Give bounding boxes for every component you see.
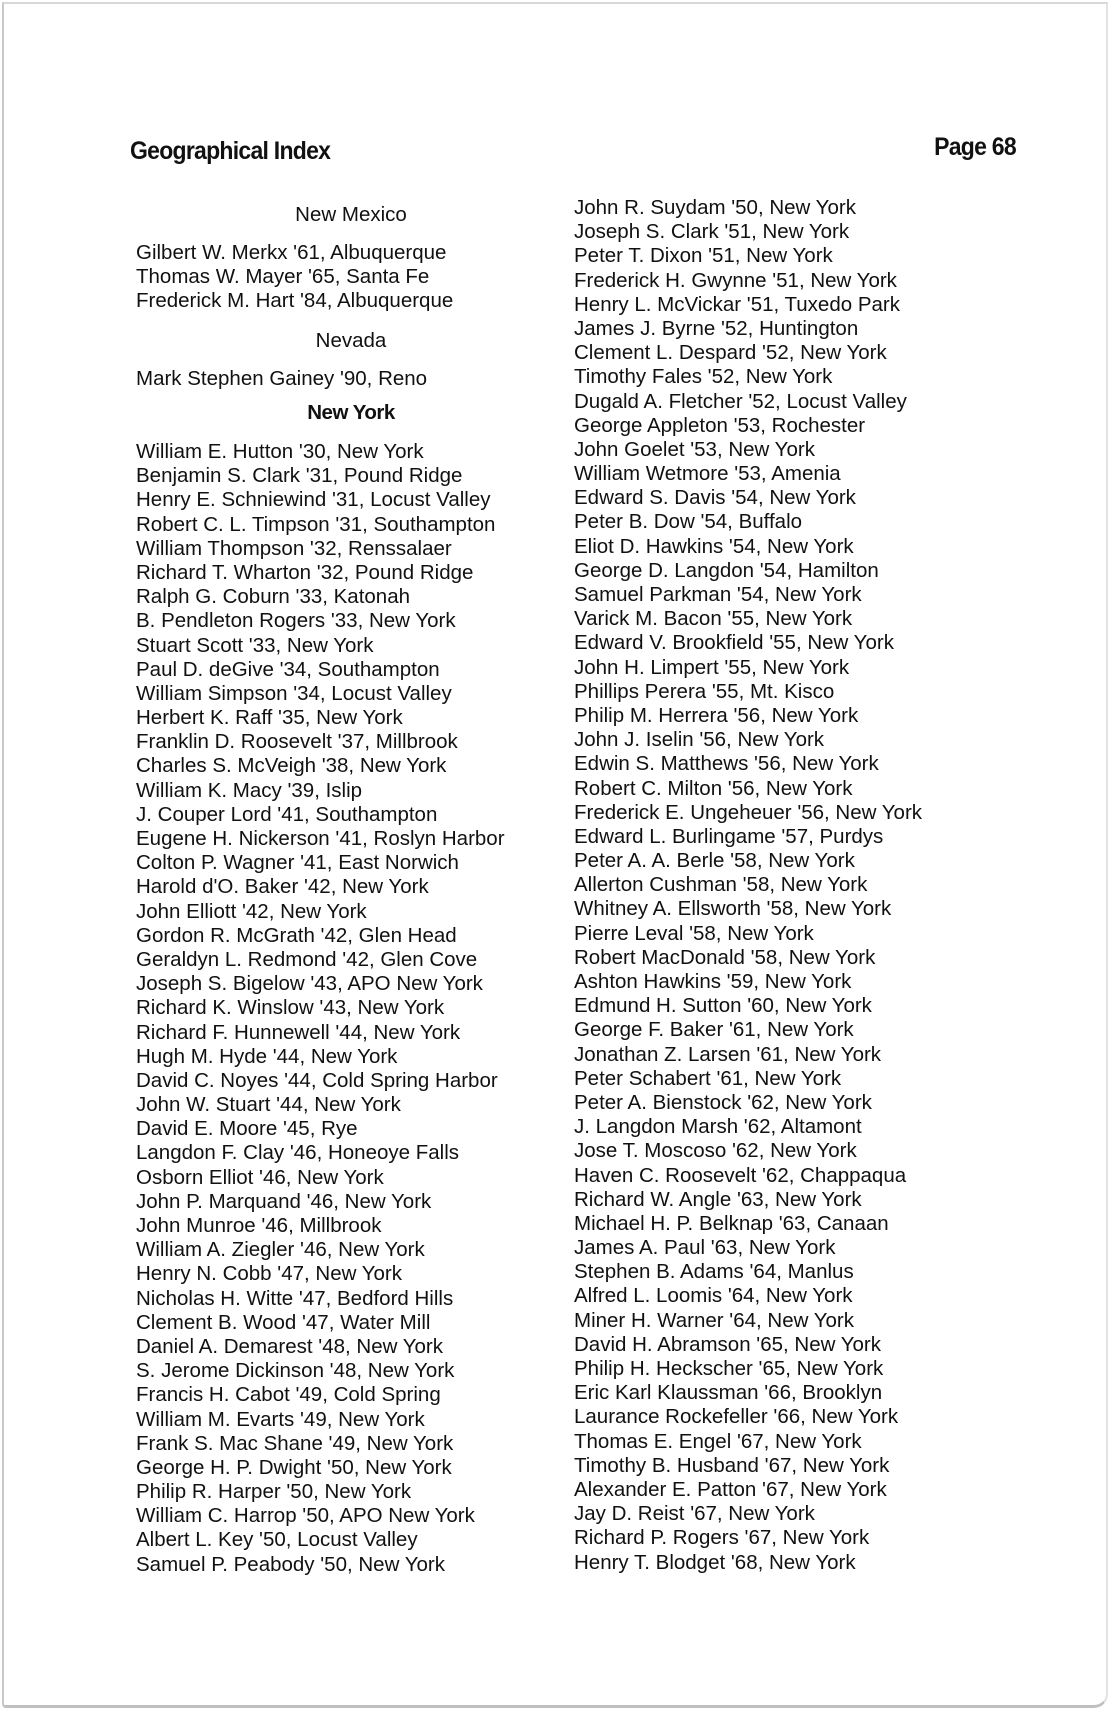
index-entry: Frederick M. Hart '84, Albuquerque (136, 289, 454, 313)
nevada-list (136, 367, 427, 391)
index-entry: William C. Harrop '50, APO New York (136, 1504, 475, 1528)
index-entry: Samuel Parkman '54, New York (574, 583, 862, 606)
index-entry: Peter Schabert '61, New York (574, 1066, 842, 1090)
index-entry: George F. Baker '61, New York (574, 1018, 854, 1042)
index-entry: Richard W. Angle '63, New York (574, 1187, 862, 1211)
index-entry: J. Langdon Marsh '62, Altamont (574, 1115, 862, 1139)
index-entry: Thomas E. Engel '67, New York (574, 1429, 862, 1453)
index-entry: Peter B. Dow '54, Buffalo (574, 510, 803, 534)
index-entry: Philip H. Heckscher '65, New York (574, 1357, 884, 1380)
state-heading-new-mexico: New Mexico (295, 203, 407, 226)
index-entry: Dugald A. Fletcher '52, Locust Valley (574, 389, 907, 413)
index-entry: Alexander E. Patton '67, New York (574, 1477, 887, 1501)
index-entry: William M. Evarts '49, New York (136, 1407, 425, 1431)
index-entry: Richard T. Wharton '32, Pound Ridge (136, 560, 474, 584)
index-entry: Peter T. Dixon '51, New York (574, 244, 833, 268)
index-entry: Edward L. Burlingame '57, Purdys (574, 824, 884, 848)
index-entry: John Elliott '42, New York (136, 899, 367, 923)
index-entry: Henry E. Schniewind '31, Locust Valley (136, 488, 491, 512)
index-entry: Varick M. Bacon '55, New York (574, 607, 853, 631)
index-entry: Robert C. L. Timpson '31, Southampton (136, 512, 496, 536)
index-entry: William Wetmore '53, Amenia (574, 462, 841, 486)
index-entry: Peter A. Bienstock '62, New York (574, 1090, 872, 1114)
index-entry: Samuel P. Peabody '50, New York (136, 1552, 445, 1576)
page-number: Page 68 (934, 133, 1016, 161)
index-entry: Richard P. Rogers '67, New York (574, 1526, 870, 1550)
index-entry: Nicholas H. Witte '47, Bedford Hills (136, 1286, 454, 1310)
index-entry: Eugene H. Nickerson '41, Roslyn Harbor (136, 827, 505, 850)
index-entry: John Munroe '46, Millbrook (136, 1214, 382, 1237)
index-entry: Henry T. Blodget '68, New York (574, 1550, 856, 1574)
index-entry: S. Jerome Dickinson '48, New York (136, 1359, 455, 1383)
index-entry: Alfred L. Loomis '64, New York (574, 1284, 853, 1308)
index-entry: Geraldyn L. Redmond '42, Glen Cove (136, 947, 478, 971)
index-entry: Timothy Fales '52, New York (574, 365, 833, 389)
index-entry: Joseph S. Clark '51, New York (574, 220, 850, 244)
index-entry: Benjamin S. Clark '31, Pound Ridge (136, 464, 463, 488)
index-entry: Langdon F. Clay '46, Honeoye Falls (136, 1141, 459, 1165)
index-entry: John P. Marquand '46, New York (136, 1189, 432, 1213)
index-entry: David E. Moore '45, Rye (136, 1117, 358, 1141)
index-entry: Michael H. P. Belknap '63, Canaan (574, 1211, 889, 1235)
index-entry: Peter A. A. Berle '58, New York (574, 849, 855, 873)
index-entry: Hugh M. Hyde '44, New York (136, 1044, 398, 1068)
index-entry: John R. Suydam '50, New York (574, 196, 856, 219)
state-heading-nevada: Nevada (315, 329, 387, 352)
index-entry: Miner H. Warner '64, New York (574, 1308, 855, 1332)
index-entry: Clement L. Despard '52, New York (574, 341, 887, 365)
index-entry: Stuart Scott '33, New York (136, 633, 374, 657)
index-entry: George D. Langdon '54, Hamilton (574, 558, 879, 582)
index-entry: William Thompson '32, Renssalaer (136, 536, 452, 560)
state-heading-new-york: New York (307, 401, 395, 424)
index-entry: Mark Stephen Gainey '90, Reno (136, 367, 428, 390)
new-york-list-right (574, 196, 922, 1575)
index-entry: William K. Macy '39, Islip (136, 778, 363, 802)
index-entry: Colton P. Wagner '41, East Norwich (136, 851, 459, 875)
index-entry: Richard K. Winslow '43, New York (136, 996, 445, 1020)
index-entry: B. Pendleton Rogers '33, New York (136, 609, 456, 633)
index-entry: Paul D. deGive '34, Southampton (136, 657, 440, 681)
page-title: Geographical Index (130, 137, 331, 165)
index-entry: Osborn Elliot '46, New York (136, 1165, 384, 1189)
index-entry: Thomas W. Mayer '65, Santa Fe (136, 265, 430, 289)
index-entry: J. Couper Lord '41, Southampton (136, 802, 438, 826)
index-entry: Stephen B. Adams '64, Manlus (574, 1260, 854, 1284)
index-entry: Richard F. Hunnewell '44, New York (136, 1020, 461, 1044)
index-entry: George Appleton '53, Rochester (574, 413, 866, 437)
index-entry: Edwin S. Matthews '56, New York (574, 752, 879, 776)
index-entry: John W. Stuart '44, New York (136, 1093, 401, 1117)
index-entry: Clement B. Wood '47, Water Mill (136, 1310, 431, 1334)
index-entry: Francis H. Cabot '49, Cold Spring (136, 1383, 441, 1407)
index-entry: David C. Noyes '44, Cold Spring Harbor (136, 1068, 498, 1092)
index-entry: Frank S. Mac Shane '49, New York (136, 1431, 454, 1455)
index-entry: John H. Limpert '55, New York (574, 655, 850, 679)
index-entry: James J. Byrne '52, Huntington (574, 316, 859, 340)
index-entry: Edward V. Brookfield '55, New York (574, 631, 894, 655)
index-entry: James A. Paul '63, New York (574, 1236, 836, 1260)
index-entry: Robert MacDonald '58, New York (574, 945, 876, 969)
index-entry: Herbert K. Raff '35, New York (136, 706, 403, 730)
new-york-list-left (136, 440, 505, 1577)
index-entry: Robert C. Milton '56, New York (574, 776, 853, 800)
index-entry: Allerton Cushman '58, New York (574, 873, 868, 897)
index-entry: Charles S. McVeigh '38, New York (136, 754, 447, 778)
index-entry: William Simpson '34, Locust Valley (136, 681, 452, 705)
index-entry: John J. Iselin '56, New York (574, 728, 825, 752)
index-entry: Henry L. McVickar '51, Tuxedo Park (574, 292, 900, 316)
index-entry: Gordon R. McGrath '42, Glen Head (136, 923, 457, 947)
index-entry: Laurance Rockefeller '66, New York (574, 1405, 899, 1429)
index-entry: Jonathan Z. Larsen '61, New York (574, 1042, 882, 1066)
index-entry: Phillips Perera '55, Mt. Kisco (574, 679, 835, 703)
index-entry: John Goelet '53, New York (574, 437, 815, 461)
index-entry: Whitney A. Ellsworth '58, New York (574, 897, 892, 921)
index-entry: Frederick E. Ungeheuer '56, New York (574, 800, 923, 824)
index-entry: Frederick H. Gwynne '51, New York (574, 268, 897, 292)
index-entry: Daniel A. Demarest '48, New York (136, 1334, 444, 1358)
index-entry: Joseph S. Bigelow '43, APO New York (136, 972, 483, 996)
index-entry: Gilbert W. Merkx '61, Albuquerque (136, 241, 447, 264)
index-entry: Harold d'O. Baker '42, New York (136, 875, 429, 899)
index-entry: Pierre Leval '58, New York (574, 921, 814, 945)
index-entry: Eric Karl Klaussman '66, Brooklyn (574, 1381, 883, 1405)
index-entry: Edmund H. Sutton '60, New York (574, 994, 872, 1018)
index-entry: Jose T. Moscoso '62, New York (574, 1139, 857, 1163)
index-entry: Philip R. Harper '50, New York (136, 1480, 412, 1504)
index-entry: Albert L. Key '50, Locust Valley (136, 1528, 418, 1552)
index-entry: David H. Abramson '65, New York (574, 1332, 882, 1356)
index-entry: Ashton Hawkins '59, New York (574, 970, 852, 993)
index-entry: Edward S. Davis '54, New York (574, 486, 856, 510)
index-entry: George H. P. Dwight '50, New York (136, 1455, 452, 1479)
index-entry: Eliot D. Hawkins '54, New York (574, 534, 854, 558)
new-mexico-list (136, 241, 453, 314)
index-entry: Franklin D. Roosevelt '37, Millbrook (136, 730, 458, 754)
index-entry: Philip M. Herrera '56, New York (574, 703, 859, 727)
index-entry: Ralph G. Coburn '33, Katonah (136, 585, 411, 609)
index-entry: William E. Hutton '30, New York (136, 440, 424, 463)
index-entry: Jay D. Reist '67, New York (574, 1502, 815, 1526)
index-entry: Timothy B. Husband '67, New York (574, 1453, 890, 1477)
index-entry: Haven C. Roosevelt '62, Chappaqua (574, 1163, 907, 1187)
index-entry: Henry N. Cobb '47, New York (136, 1262, 402, 1286)
index-entry: William A. Ziegler '46, New York (136, 1238, 425, 1262)
